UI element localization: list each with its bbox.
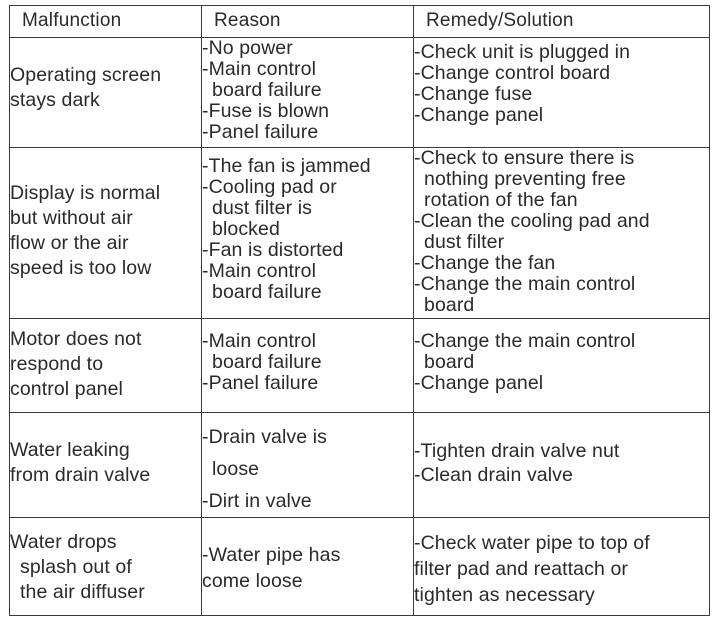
reason-text: -Drain valve is bbox=[202, 426, 328, 448]
remedy-text: -Change the main control bbox=[414, 330, 636, 352]
reason-text: -Dirt in valve bbox=[202, 490, 312, 512]
reason-text: blocked bbox=[212, 218, 280, 240]
malfunction-text: stays dark bbox=[10, 89, 100, 111]
remedy-cell bbox=[414, 518, 710, 616]
remedy-text: -Change the fan bbox=[414, 252, 556, 274]
reason-text: -The fan is jammed bbox=[202, 155, 371, 177]
header-malfunction-label: Malfunction bbox=[22, 10, 122, 31]
malfunction-text: Water leaking bbox=[10, 439, 130, 461]
remedy-text: -Check water pipe to top of bbox=[414, 532, 650, 554]
reason-text: -Main control bbox=[202, 260, 317, 282]
reason-cell bbox=[202, 148, 414, 319]
malfunction-text: splash out of bbox=[20, 556, 132, 578]
header-reason bbox=[202, 6, 414, 38]
malfunction-text: but without air bbox=[10, 207, 133, 229]
malfunction-cell bbox=[10, 38, 202, 148]
malfunction-text: the air diffuser bbox=[20, 581, 145, 603]
remedy-text: -Check unit is plugged in bbox=[414, 41, 631, 63]
remedy-text: -Change the main control bbox=[414, 273, 636, 295]
reason-text: -Fuse is blown bbox=[202, 100, 330, 122]
reason-text: come loose bbox=[202, 570, 303, 592]
reason-text: -Panel failure bbox=[202, 121, 319, 143]
malfunction-cell bbox=[10, 148, 202, 319]
header-remedy-label: Remedy/Solution bbox=[426, 10, 574, 31]
remedy-text: dust filter bbox=[424, 231, 505, 253]
table-row bbox=[10, 518, 710, 616]
malfunction-text: respond to bbox=[10, 353, 104, 375]
reason-text: -Fan is distorted bbox=[202, 239, 344, 261]
table-row bbox=[10, 413, 710, 518]
remedy-text: -Check to ensure there is bbox=[414, 147, 635, 169]
header-malfunction bbox=[10, 6, 202, 38]
remedy-text: board bbox=[424, 294, 475, 316]
header-reason-label: Reason bbox=[214, 10, 281, 31]
reason-cell bbox=[202, 518, 414, 616]
reason-text: board failure bbox=[212, 351, 322, 373]
remedy-text: filter pad and reattach or bbox=[414, 558, 628, 580]
reason-text: -Water pipe has bbox=[202, 544, 341, 566]
table-header-row bbox=[10, 6, 710, 38]
malfunction-cell bbox=[10, 413, 202, 518]
remedy-text: -Change control board bbox=[414, 62, 611, 84]
remedy-cell bbox=[414, 38, 710, 148]
remedy-text: -Tighten drain valve nut bbox=[414, 440, 620, 462]
remedy-text: board bbox=[424, 351, 475, 373]
remedy-cell bbox=[414, 413, 710, 518]
reason-text: dust filter is bbox=[212, 197, 313, 219]
remedy-text: tighten as necessary bbox=[414, 584, 595, 606]
remedy-text: -Clean the cooling pad and bbox=[414, 210, 650, 232]
reason-cell bbox=[202, 38, 414, 148]
table-row bbox=[10, 38, 710, 148]
malfunction-text: from drain valve bbox=[10, 464, 151, 486]
reason-text: loose bbox=[212, 458, 260, 480]
malfunction-text: control panel bbox=[10, 378, 123, 400]
reason-text: board failure bbox=[212, 79, 322, 101]
malfunction-cell bbox=[10, 518, 202, 616]
remedy-text: rotation of the fan bbox=[424, 189, 578, 211]
malfunction-text: Water drops bbox=[10, 531, 117, 553]
reason-cell bbox=[202, 413, 414, 518]
reason-text: board failure bbox=[212, 281, 322, 303]
malfunction-text: Display is normal bbox=[10, 182, 161, 204]
header-remedy bbox=[414, 6, 710, 38]
reason-text: -Cooling pad or bbox=[202, 176, 337, 198]
troubleshooting-table bbox=[9, 5, 710, 616]
malfunction-text: flow or the air bbox=[10, 232, 129, 254]
remedy-text: -Clean drain valve bbox=[414, 464, 573, 486]
table-row bbox=[10, 148, 710, 319]
malfunction-text: Motor does not bbox=[10, 328, 142, 350]
remedy-text: -Change fuse bbox=[414, 83, 533, 105]
reason-text: -Main control bbox=[202, 330, 317, 352]
reason-text: -Panel failure bbox=[202, 372, 319, 394]
reason-text: -No power bbox=[202, 37, 293, 59]
malfunction-text: Operating screen bbox=[10, 64, 162, 86]
remedy-cell bbox=[414, 319, 710, 413]
reason-text: -Main control bbox=[202, 58, 317, 80]
malfunction-text: speed is too low bbox=[10, 257, 152, 279]
remedy-text: -Change panel bbox=[414, 372, 544, 394]
remedy-cell bbox=[414, 148, 710, 319]
table-row bbox=[10, 319, 710, 413]
remedy-text: nothing preventing free bbox=[424, 168, 626, 190]
malfunction-cell bbox=[10, 319, 202, 413]
reason-cell bbox=[202, 319, 414, 413]
remedy-text: -Change panel bbox=[414, 104, 544, 126]
